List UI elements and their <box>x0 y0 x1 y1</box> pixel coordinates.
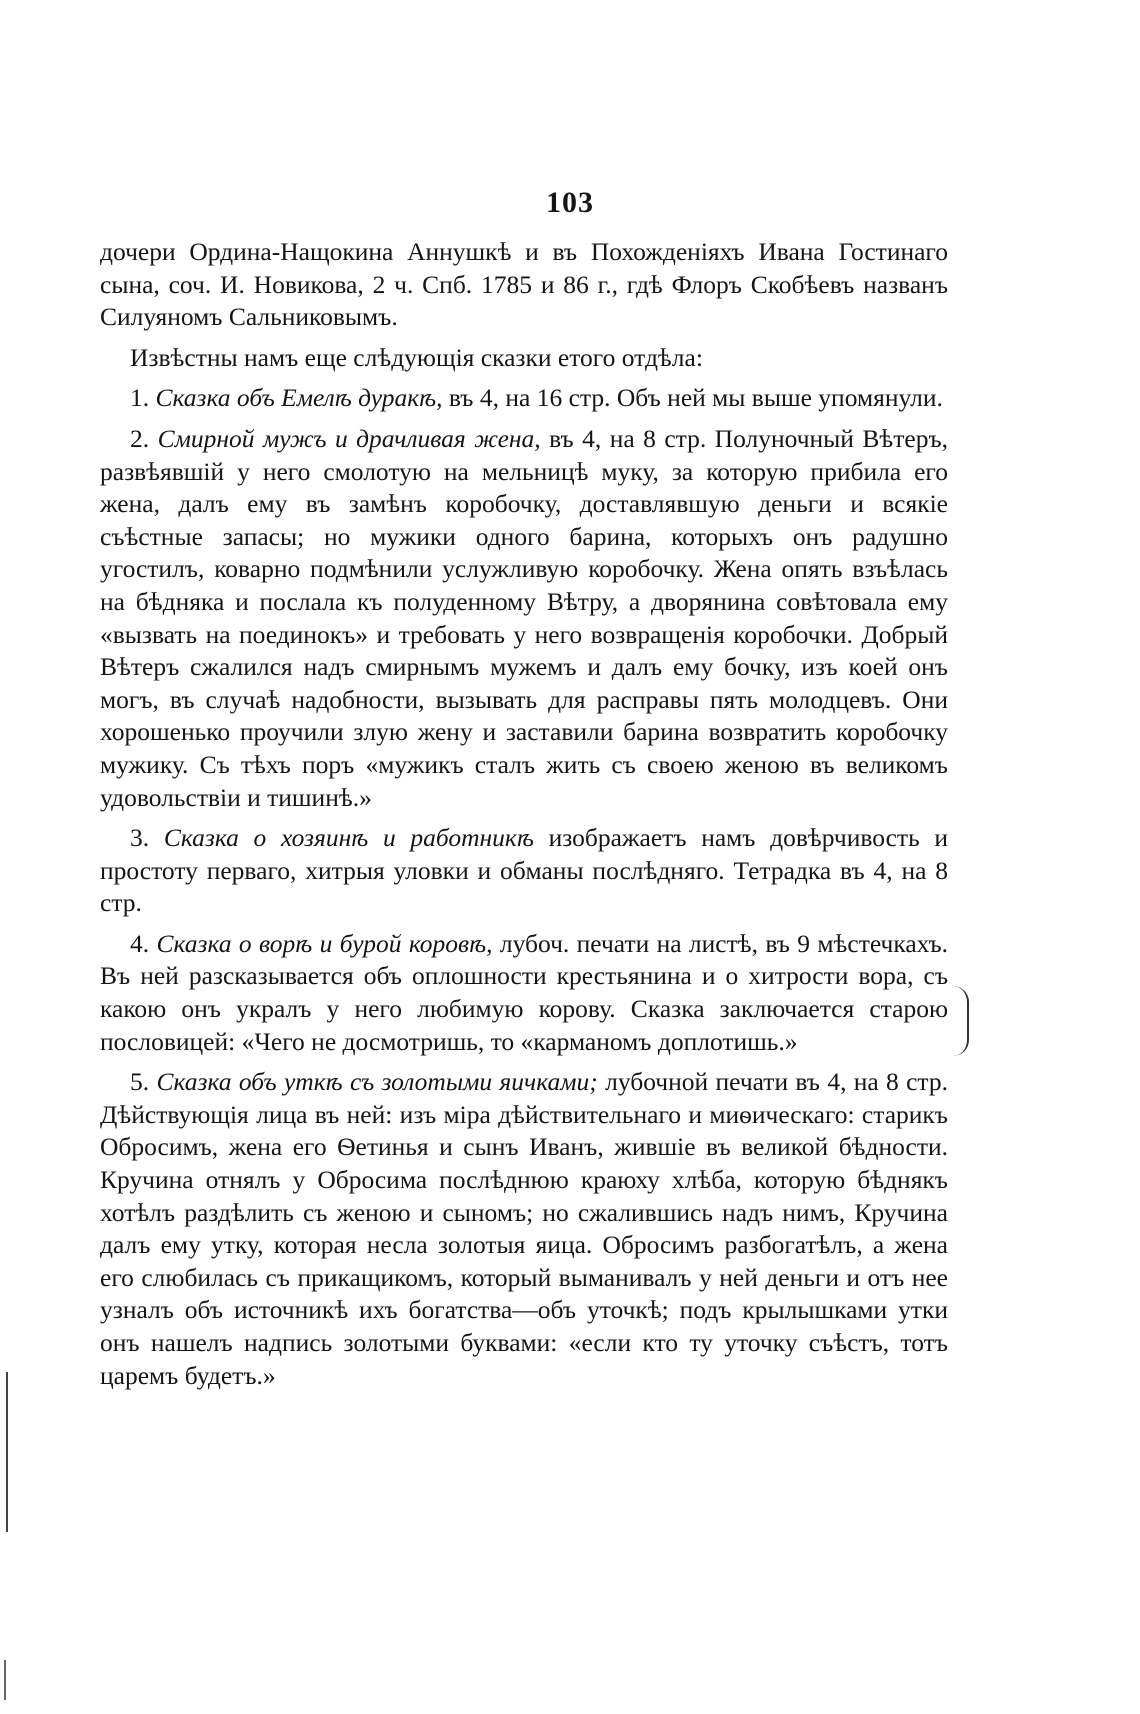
item-text: изображаетъ намъ довѣрчивость и простоту перваго, хитрыя уловки и обманы послѣдняго. Тетрадка въ 4, на 8 стр. <box>100 823 949 918</box>
item-number: 1. <box>130 383 150 413</box>
list-item-5 <box>100 1066 948 1392</box>
list-item-3 <box>100 822 948 920</box>
item-number: 3. <box>130 823 150 853</box>
item-text: въ 4, на 8 стр. Полуночный Вѣтеръ, развѣявшій у него смолотую на мельницѣ муку, за которую прибила его жена, далъ ему въ замѣнъ коробочку, доставлявшую деньги и всякіе съѣстные запасы; но мужики одного барина, которыхъ онъ радушно угостилъ, коварно подмѣнили услужливую коробочку. Жена опять взъѣлась на бѣдняка и послала къ полуденному Вѣтру, а дворянина совѣтовала ему «вызвать на поединокъ» и требовать у него возвращенія коробочки. Добрый Вѣтеръ сжалился надъ смирнымъ мужемъ и далъ ему бочку, изъ коей онъ могъ, въ случаѣ надобности, вызывать для расправы пять молодцевъ. Они хорошенько проучили злую жену и заставили барина возвратить коробочку мужику. Съ тѣхъ поръ «мужикъ сталъ жить съ своею женою въ великомъ удовольствіи и тишинѣ.» <box>100 423 949 812</box>
list-item-4 <box>100 928 948 1058</box>
item-number: 4. <box>130 928 150 958</box>
item-text: въ 4, на 16 стр. Объ ней мы выше упомянули. <box>448 383 943 413</box>
item-text: лубоч. печати на листѣ, въ 9 мѣстечкахъ. Въ ней разсказывается объ оплошности крестьянина и о хитрости вора, съ какою онъ укралъ у него любимую корову. Сказка заключается старою пословицей: «Чего не досмотришь, то «карманомъ доплотишь.» <box>100 928 949 1056</box>
item-title: Сказка объ уткѣ съ золотыми яичками; <box>156 1067 598 1097</box>
body-text <box>100 236 948 1400</box>
paragraph-text: Извѣстны намъ еще слѣдующія сказки етого отдѣла: <box>130 342 703 372</box>
item-number: 2. <box>130 423 150 453</box>
paragraph-intro <box>100 342 948 375</box>
item-title: Сказка объ Емелѣ дуракѣ, <box>155 383 443 413</box>
item-text: лубочной печати въ 4, на 8 стр. Дѣйствующія лица въ ней: изъ міра дѣйствительнаго и миѳическаго: старикъ Обросимъ, жена его Ѳетинья и сынъ Иванъ, жившіе въ великой бѣдности. Кручина отнялъ у Обросима послѣднюю краюху хлѣба, которую бѣднякъ хотѣлъ раздѣлить съ женою и сыномъ; но сжалившись надъ нимъ, Кручина далъ ему утку, которая несла золотыя яица. Обросимъ разбогатѣлъ, а жена его слюбилась съ прикащикомъ, который выманивалъ у ней деньги и отъ нее узналъ объ источникѣ ихъ богатства—объ уточкѣ; подъ крылышками утки онъ нашелъ надпись золотыми буквами: «если кто ту уточку съѣстъ, тотъ царемъ будетъ.» <box>100 1067 949 1390</box>
item-title: Смирной мужъ и драчливая жена, <box>157 423 541 453</box>
list-item-2 <box>100 423 948 814</box>
item-title: Сказка о хозяинѣ и работникѣ <box>163 823 534 853</box>
item-number: 5. <box>130 1067 150 1097</box>
paragraph-text: дочери Ордина-Нащокина Аннушкѣ и въ Похожденіяхъ Ивана Гостинаго сына, соч. И. Новикова, 2 ч. Спб. 1785 и 86 г., гдѣ Флоръ Скобѣевъ названъ Силуяномъ Сальниковымъ. <box>100 237 948 332</box>
scan-edge-mark <box>6 1372 8 1532</box>
margin-bracket-mark <box>953 986 969 1056</box>
list-item-1 <box>100 382 948 415</box>
item-title: Сказка о ворѣ и бурой коровѣ, <box>156 928 493 958</box>
scan-edge-mark <box>4 1660 6 1700</box>
page-number: 103 <box>546 186 594 219</box>
paragraph-continuation <box>100 236 948 334</box>
